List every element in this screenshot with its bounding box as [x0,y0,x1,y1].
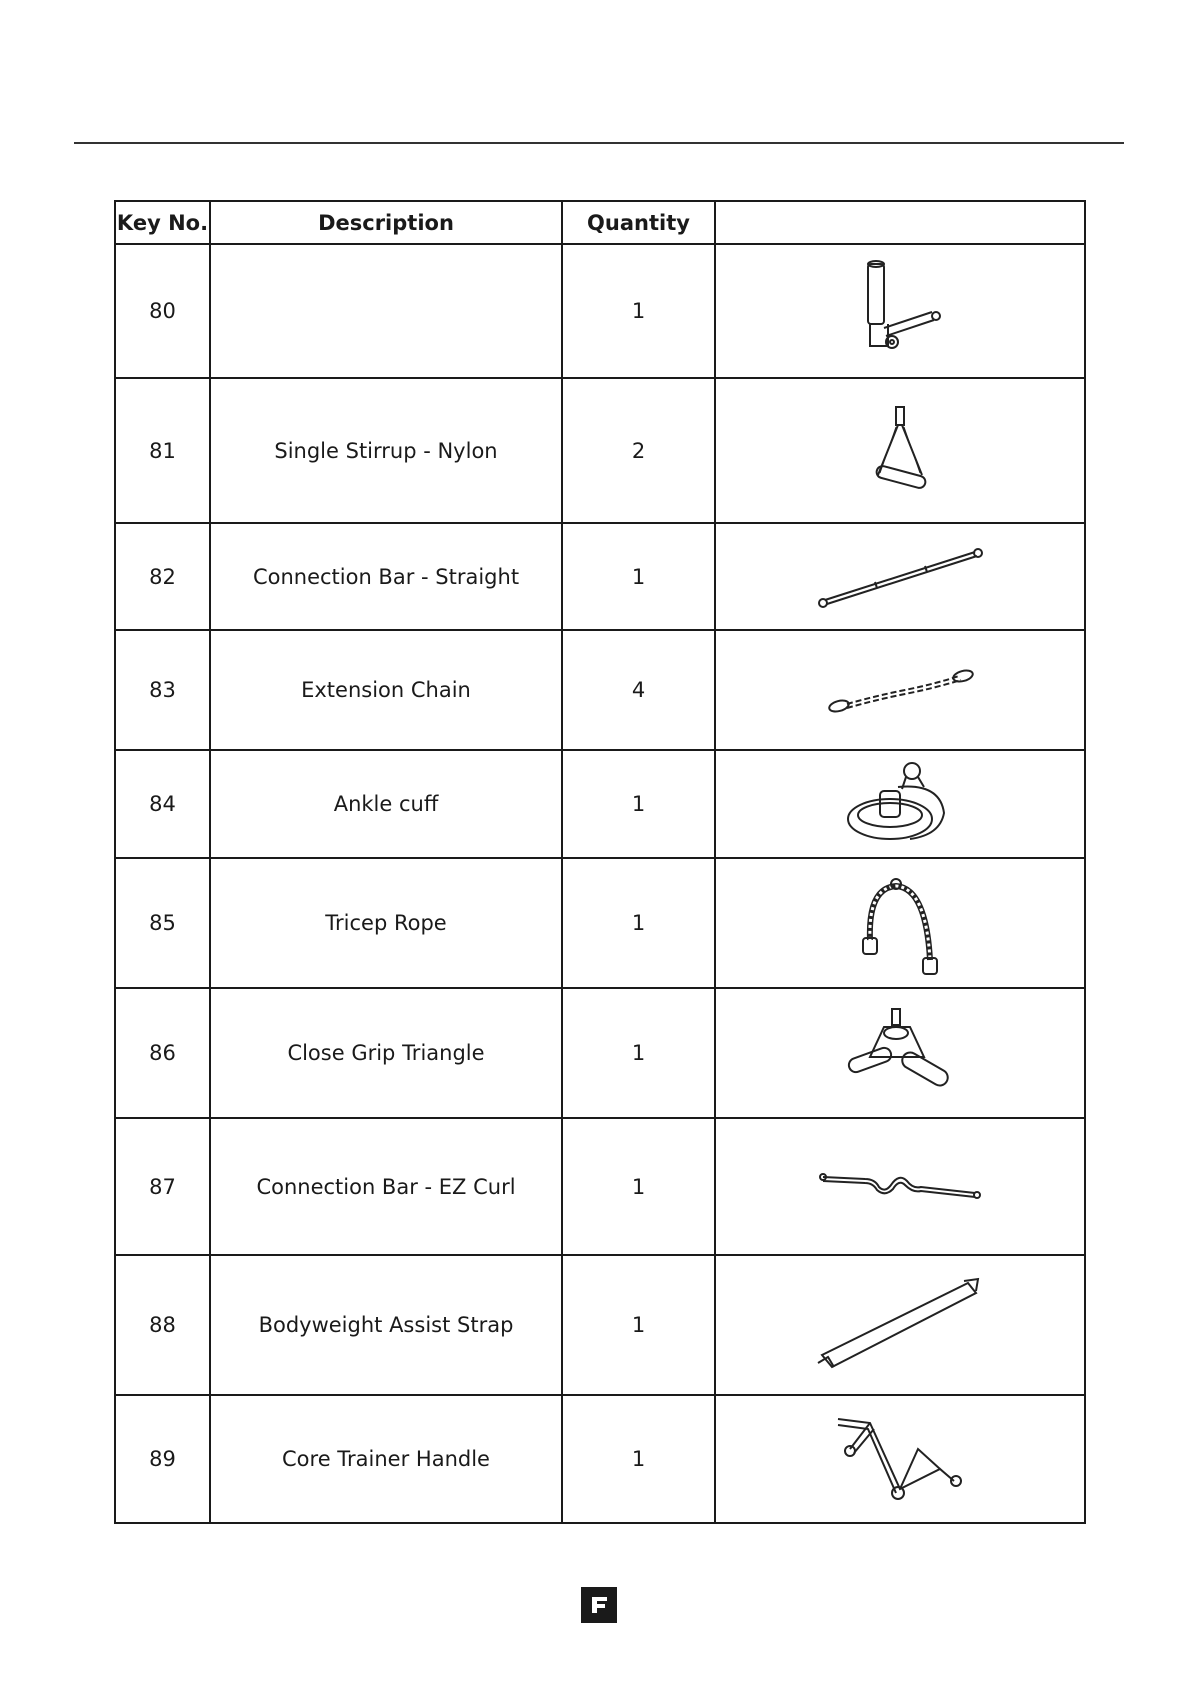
header-key: Key No. [115,201,210,244]
quantity-cell: 4 [562,630,715,750]
table-row [115,858,1085,988]
key-cell: 85 [115,858,210,988]
chain-icon [825,660,975,720]
table-row [115,1255,1085,1395]
quantity-cell: 1 [562,1255,715,1395]
close-grip-triangle-icon [840,1003,960,1103]
brand-logo [581,1587,617,1623]
description-cell [210,244,562,378]
key-cell: 89 [115,1395,210,1523]
quantity-cell: 1 [562,750,715,858]
quantity-cell: 1 [562,1118,715,1255]
header-description: Description [210,201,562,244]
assist-strap-icon [810,1275,990,1375]
table-row [115,523,1085,630]
quantity-cell: 1 [562,858,715,988]
key-cell: 82 [115,523,210,630]
key-cell: 86 [115,988,210,1118]
description-cell: Connection Bar - EZ Curl [210,1118,562,1255]
quantity-cell: 1 [562,244,715,378]
description-cell: Connection Bar - Straight [210,523,562,630]
table-row [115,1118,1085,1255]
key-cell: 87 [115,1118,210,1255]
ankle-cuff-icon [840,757,960,852]
key-cell: 81 [115,378,210,523]
quantity-cell: 2 [562,378,715,523]
key-cell: 80 [115,244,210,378]
core-trainer-handle-icon [830,1409,970,1509]
key-cell: 88 [115,1255,210,1395]
table-row [115,988,1085,1118]
tricep-rope-icon [850,868,950,978]
quantity-cell: 1 [562,523,715,630]
description-cell: Extension Chain [210,630,562,750]
table-header-row [115,201,1085,244]
pulley-bracket-icon [840,256,960,366]
description-cell: Tricep Rope [210,858,562,988]
stirrup-handle-icon [860,401,940,501]
brand-logo-mark [588,1594,610,1616]
header-rule [74,142,1124,144]
quantity-cell: 1 [562,988,715,1118]
table-row [115,630,1085,750]
description-cell: Single Stirrup - Nylon [210,378,562,523]
table-row [115,244,1085,378]
description-cell: Close Grip Triangle [210,988,562,1118]
straight-bar-icon [815,542,985,612]
table-row [115,378,1085,523]
table-row [115,750,1085,858]
ez-curl-bar-icon [815,1157,985,1217]
description-cell: Core Trainer Handle [210,1395,562,1523]
key-cell: 84 [115,750,210,858]
parts-table [114,200,1086,1524]
quantity-cell: 1 [562,1395,715,1523]
header-quantity: Quantity [562,201,715,244]
header-image [715,201,1085,244]
table-row [115,1395,1085,1523]
description-cell: Bodyweight Assist Strap [210,1255,562,1395]
description-cell: Ankle cuff [210,750,562,858]
key-cell: 83 [115,630,210,750]
